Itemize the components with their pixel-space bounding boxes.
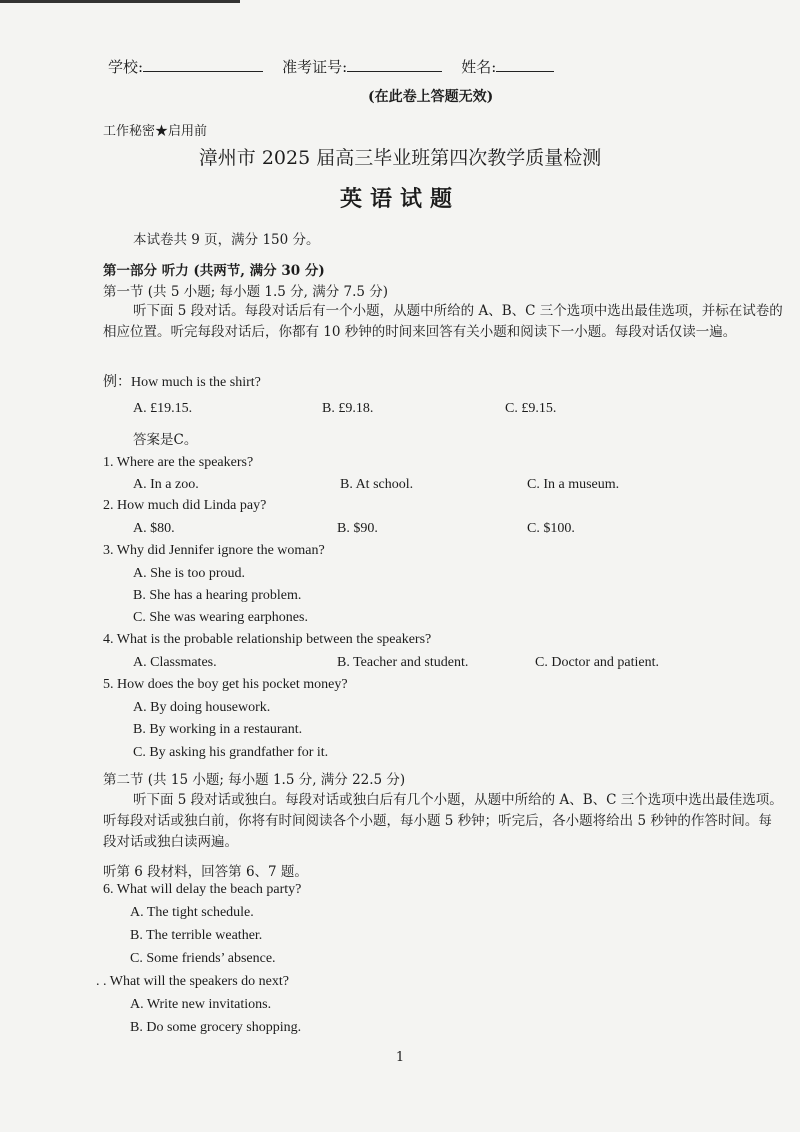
q1-option-a: A. In a zoo. bbox=[133, 477, 199, 492]
q1-option-b: B. At school. bbox=[340, 477, 414, 492]
exam-title: 漳州市 2025 届高三毕业班第四次教学质量检测 bbox=[198, 147, 602, 169]
question-6: 6. What will delay the beach party? bbox=[103, 882, 302, 897]
section1-heading: 第一节 (共 5 小题; 每小题 1.5 分, 满分 7.5 分) bbox=[103, 284, 389, 300]
q2-option-a: A. $80. bbox=[133, 521, 175, 536]
q7-option-b: B. Do some grocery shopping. bbox=[130, 1020, 302, 1035]
example-question: 例：How much is the shirt? bbox=[103, 375, 261, 390]
q6-option-c: C. Some friends’ absence. bbox=[130, 951, 276, 966]
q2-option-b: B. $90. bbox=[337, 521, 378, 536]
question-2: 2. How much did Linda pay? bbox=[103, 498, 267, 513]
q7-option-a: A. Write new invitations. bbox=[130, 997, 272, 1012]
q4-option-a: A. Classmates. bbox=[133, 655, 217, 670]
question-4: 4. What is the probable relationship between the speakers? bbox=[103, 632, 432, 647]
example-option-a: A. £19.15. bbox=[133, 401, 193, 416]
question-3: 3. Why did Jennifer ignore the woman? bbox=[103, 543, 325, 558]
invalid-answer-note: (在此卷上答题无效) bbox=[368, 89, 494, 105]
exam-subtitle: 英语试题 bbox=[339, 186, 460, 212]
exam-no-blank bbox=[347, 57, 442, 72]
intro-text: 本试卷共 9 页，满分 150 分。 bbox=[133, 232, 320, 248]
name-blank bbox=[496, 57, 554, 72]
q4-option-b: B. Teacher and student. bbox=[337, 655, 469, 670]
exam-no-label: 准考证号: bbox=[282, 58, 348, 76]
q2-option-c: C. $100. bbox=[527, 521, 575, 536]
page-number: 1 bbox=[395, 1050, 405, 1065]
material-6-label: 听第 6 段材料，回答第 6、7 题。 bbox=[103, 864, 308, 880]
section2-instructions: 听下面 5 段对话或独白。每段对话或独白后有几个小题，从题中所给的 A、B、C 三个选项中选出最佳选项。听每段对话或独白前，你将有时间阅读各个小题，每小题 5 秒钟；听完后，各小题将给出 5 秒钟的作答时间。每段对话或独白读两遍。 bbox=[103, 792, 783, 850]
q3-option-a: A. She is too proud. bbox=[133, 566, 245, 581]
section1-instructions: 听下面 5 段对话。每段对话后有一个小题，从题中所给的 A、B、C 三个选项中选出最佳选项，并标在试卷的相应位置。听完每段对话后，你都有 10 秒钟的时间来回答有关小题和阅读下一小题。每段对话仅读一遍。 bbox=[103, 303, 783, 340]
example-option-c: C. £9.15. bbox=[505, 401, 557, 416]
question-1: 1. Where are the speakers? bbox=[103, 455, 254, 470]
q5-option-c: C. By asking his grandfather for it. bbox=[133, 745, 329, 760]
example-option-b: B. £9.18. bbox=[322, 401, 374, 416]
q1-option-c: C. In a museum. bbox=[527, 477, 620, 492]
exam-header-fields bbox=[108, 56, 554, 77]
q3-option-c: C. She was wearing earphones. bbox=[133, 610, 308, 625]
question-5: 5. How does the boy get his pocket money? bbox=[103, 677, 348, 692]
name-label: 姓名: bbox=[461, 58, 497, 76]
q6-option-a: A. The tight schedule. bbox=[130, 905, 254, 920]
part1-heading: 第一部分 听力 (共两节, 满分 30 分) bbox=[103, 263, 325, 279]
section2-heading: 第二节 (共 15 小题; 每小题 1.5 分, 满分 22.5 分) bbox=[103, 772, 406, 788]
example-answer: 答案是C。 bbox=[133, 432, 198, 448]
q5-option-a: A. By doing housework. bbox=[133, 700, 271, 715]
q5-option-b: B. By working in a restaurant. bbox=[133, 722, 303, 737]
school-blank bbox=[143, 57, 263, 72]
question-7: . . What will the speakers do next? bbox=[96, 974, 289, 989]
q4-option-c: C. Doctor and patient. bbox=[535, 655, 660, 670]
q3-option-b: B. She has a hearing problem. bbox=[133, 588, 302, 603]
confidential-label: 工作秘密★启用前 bbox=[103, 124, 208, 139]
q6-option-b: B. The terrible weather. bbox=[130, 928, 263, 943]
scan-edge-mark bbox=[0, 0, 240, 3]
school-label: 学校: bbox=[108, 58, 144, 76]
